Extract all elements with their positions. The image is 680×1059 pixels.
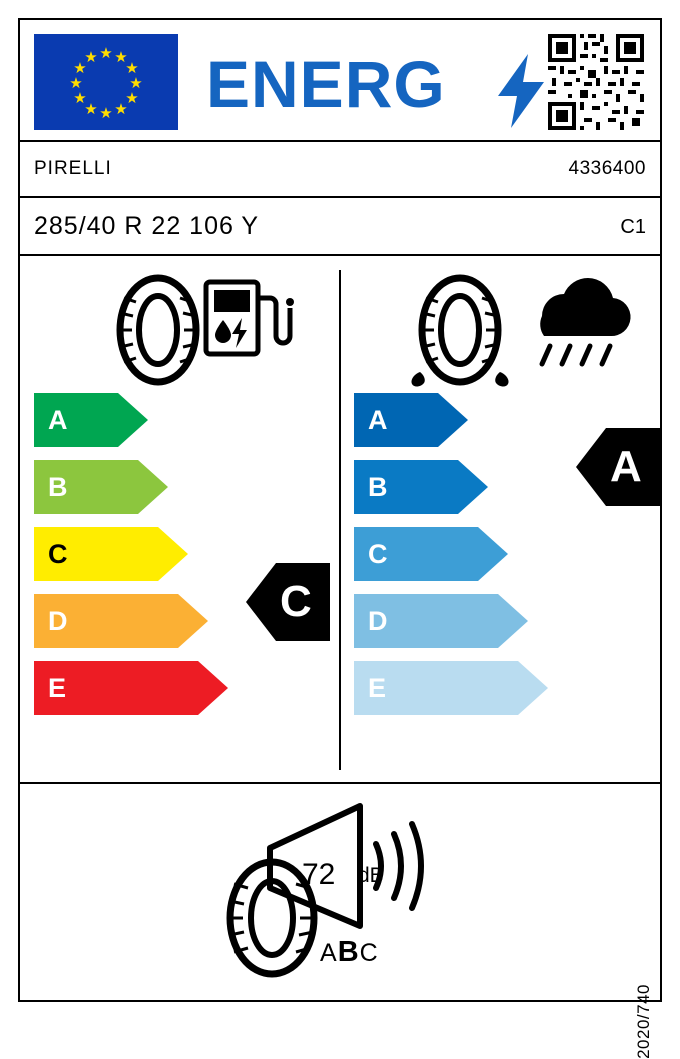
eu-flag-icon: ★ ★ ★ ★ ★ ★ ★ ★ ★ ★ ★ ★ <box>34 34 178 130</box>
rain-cloud-tyre-icon <box>340 268 660 386</box>
noise-class-scale <box>320 936 379 969</box>
grade-letter: E <box>368 672 387 703</box>
grade-bar-b <box>34 460 168 514</box>
grade-bar-d <box>34 594 208 648</box>
label-header <box>20 20 660 142</box>
noise-unit: dB <box>358 864 384 887</box>
grade-bar-a <box>354 393 468 447</box>
page-title: ENERG <box>206 47 446 121</box>
grade-letter: A <box>48 404 68 435</box>
tyre-energy-label <box>18 18 662 1059</box>
grade-bar-c <box>354 527 508 581</box>
grade-letter: E <box>48 672 67 703</box>
size-row <box>20 198 660 256</box>
tyre-class: C1 <box>620 216 646 238</box>
noise-section <box>20 784 660 1059</box>
grade-letter: B <box>368 471 388 502</box>
wet-selected-letter: A <box>610 442 642 491</box>
grade-letter: D <box>48 605 68 636</box>
grade-row <box>340 656 660 723</box>
grade-letter: C <box>48 538 68 569</box>
grade-letter: B <box>48 471 68 502</box>
noise-class-c: C <box>359 939 379 967</box>
grade-row <box>20 656 340 723</box>
fuel-pump-tyre-icon <box>20 268 340 386</box>
fuel-selected-marker <box>246 563 330 641</box>
fuel-grade-bars <box>20 388 340 723</box>
manufacturer-name: PIRELLI <box>34 158 112 179</box>
speaker-tyre-icon <box>210 796 470 986</box>
lightning-bolt-icon <box>498 54 544 128</box>
grades-section <box>20 256 660 784</box>
fuel-efficiency-panel <box>20 256 340 782</box>
fuel-selected-letter: C <box>280 577 312 626</box>
grade-letter: C <box>368 538 388 569</box>
grade-row <box>340 522 660 589</box>
grade-row <box>20 455 340 522</box>
brand-row <box>20 142 660 198</box>
type-identifier: 4336400 <box>568 158 646 179</box>
noise-class-b: B <box>337 936 360 968</box>
regulation-reference: 2020/740 <box>634 984 653 1059</box>
noise-class-a: A <box>320 939 338 967</box>
grade-row <box>20 388 340 455</box>
grade-bar-b <box>354 460 488 514</box>
grade-bar-e <box>354 661 548 715</box>
grade-row <box>340 589 660 656</box>
noise-value: 72 <box>302 858 336 891</box>
grade-bar-e <box>34 661 228 715</box>
grade-bar-a <box>34 393 148 447</box>
grade-bar-c <box>34 527 188 581</box>
wet-grip-panel <box>340 256 660 782</box>
grade-letter: D <box>368 605 388 636</box>
grade-letter: A <box>368 404 388 435</box>
grade-bar-d <box>354 594 528 648</box>
wet-selected-marker <box>576 428 660 506</box>
qr-code-icon <box>548 34 644 130</box>
tyre-size: 285/40 R 22 106 Y <box>34 212 260 240</box>
